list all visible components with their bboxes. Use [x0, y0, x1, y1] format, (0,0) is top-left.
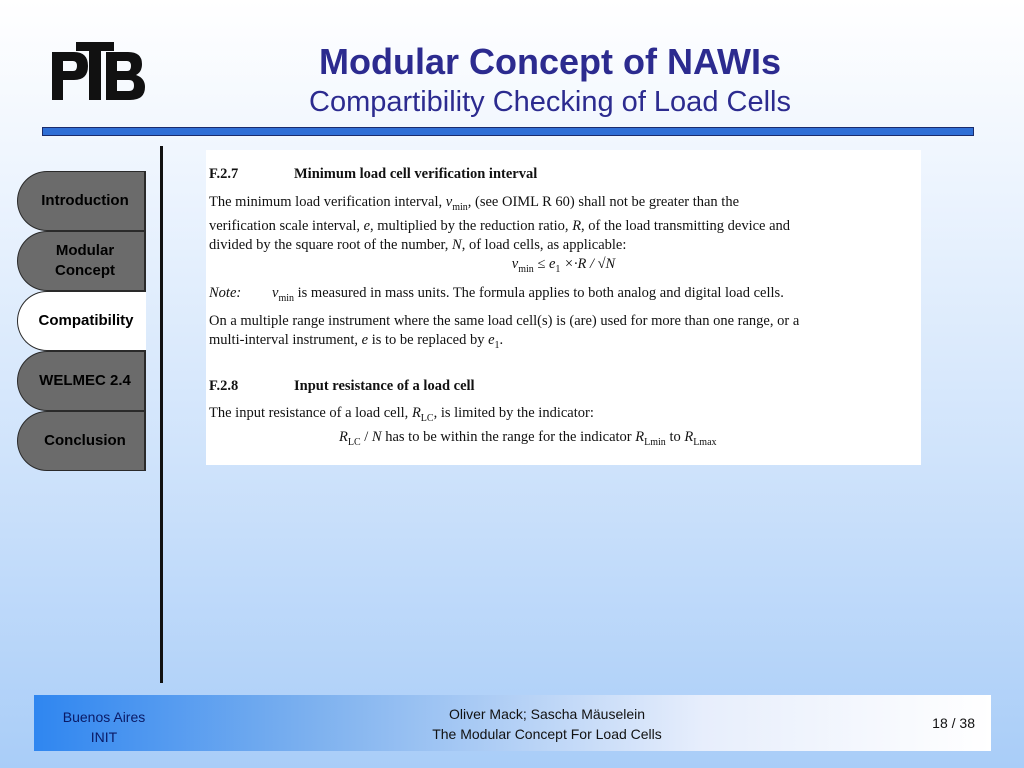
nav-tab-compatibility[interactable] [17, 291, 146, 351]
footer-talk-title: The Modular Concept For Load Cells [432, 726, 662, 742]
nav-tab-modular-concept[interactable] [17, 231, 146, 291]
section-title: Input resistance of a load cell [294, 378, 475, 394]
document-excerpt [206, 150, 921, 465]
nav-tab-welmec[interactable] [17, 351, 146, 411]
note-paragraph: Note: $v_{min}$ is measured in mass units. The formula applies to both analog and digital load cells. [209, 285, 784, 304]
slide-subtitle: Compartibility Checking of Load Cells [309, 86, 791, 118]
slide-title: Modular Concept of NAWIs [319, 41, 781, 82]
nav-tab-label: Conclusion [44, 432, 126, 449]
section-number: F.2.8 [209, 378, 239, 394]
section-heading-f27 [209, 165, 537, 184]
slide-footer [34, 695, 991, 751]
formula-input-resistance: $R_{LC}$ / N has to be within the range for the indicator $R_{Lmin}$ to $R_{Lmax}$ [339, 429, 717, 448]
title-divider [42, 127, 974, 136]
paragraph-verification-interval: The minimum load verification interval, $v_{min}$, (see OIML R 60) shall not be greater than the verification scale interval, e, multiplied by the reduction ratio, R, of the load transmitting device and divided by the square root of the number, N, of load cells, as applicable: [209, 194, 791, 253]
nav-tab-label: WELMEC 2.4 [39, 372, 131, 389]
nav-tab-introduction[interactable] [17, 171, 146, 231]
paragraph-multiple-range: On a multiple range instrument where the same load cell(s) is (are) used for more than one range, or a multi-interval instrument, e is to be replaced by $e_1$. [209, 313, 800, 351]
slide-title-block [200, 40, 900, 120]
footer-location: Buenos Aires INIT [62, 709, 146, 745]
paragraph-input-resistance: The input resistance of a load cell, $R_{LC}$, is limited by the indicator: [209, 405, 594, 424]
ptb-logo [50, 40, 146, 104]
section-number: F.2.7 [209, 166, 239, 182]
section-heading-f28 [209, 377, 475, 396]
page-number: 18 / 38 [932, 715, 975, 731]
section-title: Minimum load cell verification interval [294, 166, 538, 182]
footer-presentation-info [364, 704, 730, 744]
formula-vmin: $v_{min} \le e_1 \times\cdot R / √N$ [511, 256, 616, 275]
vertical-divider [160, 146, 163, 683]
nav-tab-label: Compatibility [38, 312, 134, 329]
nav-tab-conclusion[interactable] [17, 411, 146, 471]
nav-tab-label: Introduction [41, 192, 129, 209]
nav-tab-label: Modular Concept [55, 242, 115, 279]
footer-authors: Oliver Mack; Sascha Mäuselein [448, 706, 646, 722]
